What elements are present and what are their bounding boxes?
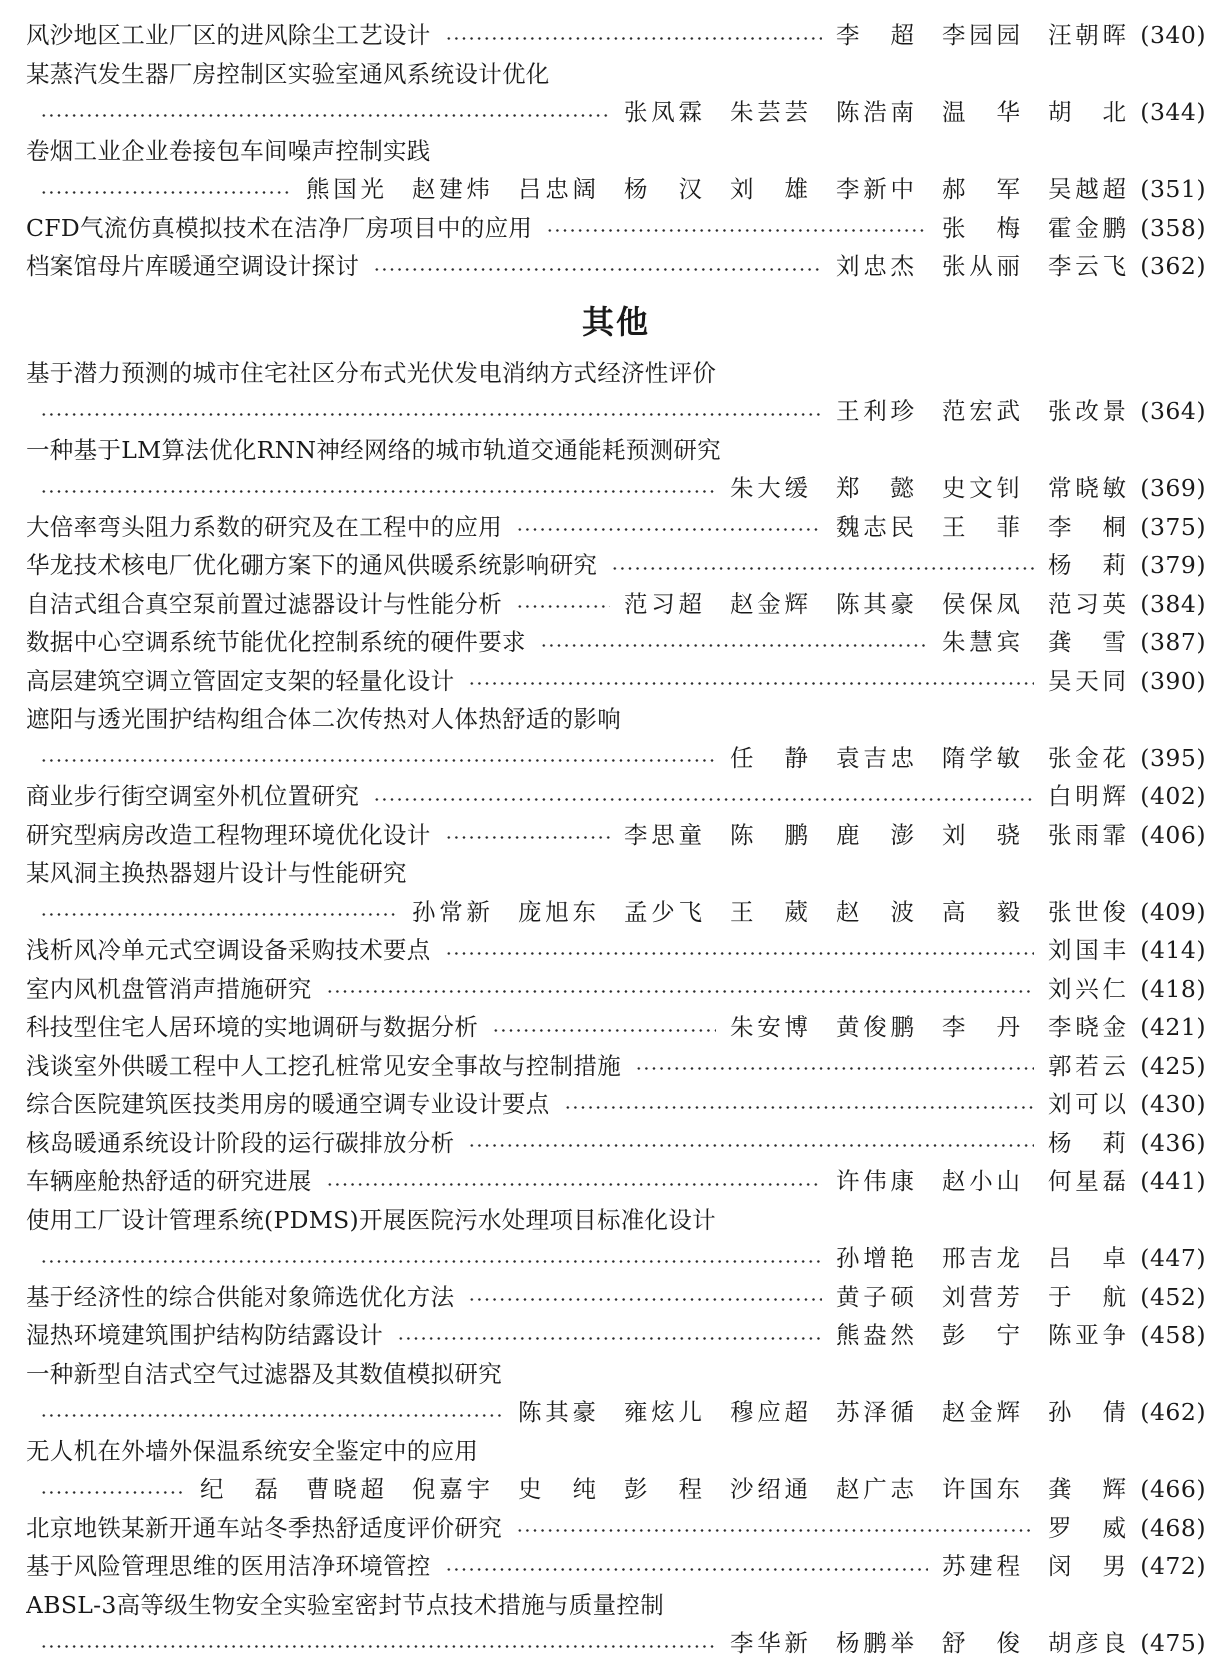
toc-entry[interactable] [26, 1316, 1206, 1355]
author-name: 朱安博 [730, 1013, 808, 1041]
entry-authors [1048, 1124, 1126, 1163]
entry-title[interactable]: 基于潜力预测的城市住宅社区分布式光伏发电消纳方式经济性评价 [26, 358, 717, 387]
entry-title[interactable]: ABSL-3高等级生物安全实验室密封节点技术措施与质量控制 [26, 1590, 665, 1619]
author-name: 黄子硕 [836, 1282, 914, 1311]
author-name: 胡彦良 [1048, 1629, 1126, 1657]
author-name: 熊国光 [306, 175, 384, 203]
dot-leader [40, 759, 716, 762]
author-name: 朱芸芸 [730, 98, 808, 126]
entry-title[interactable]: 自洁式组合真空泵前置过滤器设计与性能分析 [26, 589, 502, 618]
author-name: 吴天同 [1048, 666, 1126, 695]
entry-title[interactable]: 使用工厂设计管理系统(PDMS)开展医院污水处理项目标准化设计 [26, 1205, 716, 1234]
entry-authors [1048, 662, 1126, 701]
author-name: 陈其豪 [518, 1398, 596, 1426]
author-name: 穆应超 [730, 1398, 808, 1426]
entry-title[interactable]: 某风洞主换热器翅片设计与性能研究 [26, 859, 407, 887]
dot-leader [516, 528, 822, 531]
toc-entry-authors-line [26, 739, 1206, 778]
author-name: 张世俊 [1048, 897, 1126, 926]
dot-leader [445, 37, 822, 40]
entry-title[interactable]: 湿热环境建筑围护结构防结露设计 [26, 1321, 383, 1349]
toc-entry-authors-line [26, 1393, 1206, 1432]
author-name: 彭 程 [624, 1475, 702, 1503]
entry-page-number[interactable]: (375) [1140, 512, 1206, 541]
toc-entry[interactable] [26, 1085, 1206, 1124]
toc-entry-title-line[interactable] [26, 55, 1206, 94]
entry-page-number[interactable]: (475) [1140, 1629, 1206, 1657]
author-name: 李华新 [730, 1629, 808, 1657]
author-name: 孙常新 [412, 897, 490, 926]
author-name: 李 桐 [1048, 512, 1126, 541]
dot-leader [40, 1414, 504, 1417]
author-name: 黄俊鹏 [836, 1013, 914, 1041]
entry-page-number[interactable]: (430) [1140, 1090, 1206, 1118]
toc-entry-authors-line [26, 1239, 1206, 1278]
author-name: 朱大缓 [730, 474, 808, 502]
entry-title[interactable]: 车辆座舱热舒适的研究进展 [26, 1167, 312, 1195]
author-name: 罗 威 [1048, 1513, 1126, 1542]
author-name: 史 纯 [518, 1475, 596, 1503]
entry-authors [836, 1278, 1126, 1317]
author-name: 张凤霖 [624, 98, 702, 126]
toc-entry[interactable] [26, 623, 1206, 662]
author-name: 陈亚争 [1048, 1321, 1126, 1349]
toc-entry-authors-line [26, 1470, 1206, 1509]
entry-authors [1048, 777, 1126, 816]
toc-entry[interactable] [26, 931, 1206, 970]
author-name: 李晓金 [1048, 1013, 1126, 1041]
dot-leader [373, 798, 1034, 801]
entry-page-number[interactable]: (441) [1140, 1167, 1206, 1195]
author-name: 常晓敏 [1048, 474, 1126, 502]
entry-authors [730, 469, 1126, 508]
entry-page-number[interactable]: (468) [1140, 1513, 1206, 1542]
author-name: 张 梅 [942, 213, 1020, 242]
author-name: 朱慧宾 [942, 628, 1020, 656]
entry-title[interactable]: 档案馆母片库暖通空调设计探讨 [26, 252, 360, 280]
entry-page-number[interactable]: (369) [1140, 474, 1206, 502]
toc-entry-authors-line [26, 170, 1206, 209]
dot-leader [40, 1645, 716, 1648]
toc-entry-title-line[interactable] [26, 1355, 1206, 1394]
author-name: 孙增艳 [836, 1244, 914, 1272]
author-name: 孟少飞 [624, 897, 702, 926]
dot-leader [40, 413, 822, 416]
entry-title[interactable]: 无人机在外墙外保温系统安全鉴定中的应用 [26, 1436, 479, 1465]
toc-entry-title-line[interactable] [26, 1201, 1206, 1240]
author-name: 张从丽 [942, 252, 1020, 280]
entry-title[interactable]: 高层建筑空调立管固定支架的轻量化设计 [26, 666, 455, 695]
toc-entry[interactable] [26, 1509, 1206, 1548]
author-name: 郝 军 [942, 175, 1020, 203]
author-name: 高 毅 [942, 897, 1020, 926]
entry-authors [1048, 546, 1126, 585]
entry-authors [1048, 1085, 1126, 1124]
entry-page-number[interactable]: (458) [1140, 1321, 1206, 1349]
author-name: 陈其豪 [836, 589, 914, 618]
toc-entry[interactable] [26, 1047, 1206, 1086]
toc-entry[interactable] [26, 662, 1206, 701]
entry-authors [1048, 1509, 1126, 1548]
author-name: 温 华 [942, 98, 1020, 126]
dot-leader [445, 836, 610, 839]
dot-leader [40, 913, 398, 916]
dot-leader [635, 1067, 1034, 1070]
entry-authors [624, 816, 1126, 855]
author-name: 郑 懿 [836, 474, 914, 502]
author-name: 张雨霏 [1048, 820, 1126, 849]
author-name: 鹿 澎 [836, 820, 914, 849]
entry-title[interactable]: CFD气流仿真模拟技术在洁净厂房项目中的应用 [26, 213, 533, 242]
author-name: 彭 宁 [942, 1321, 1020, 1349]
entry-page-number[interactable]: (344) [1140, 98, 1206, 126]
entry-authors [624, 93, 1126, 132]
author-name: 李云飞 [1048, 252, 1126, 280]
entry-title[interactable]: 综合医院建筑医技类用房的暖通空调专业设计要点 [26, 1090, 550, 1118]
author-name: 刘兴仁 [1048, 974, 1126, 1003]
entry-authors [836, 1162, 1126, 1201]
toc-entry[interactable] [26, 16, 1206, 55]
author-name: 白明辉 [1048, 782, 1126, 810]
toc-entry-title-line[interactable] [26, 700, 1206, 739]
author-name: 范宏武 [942, 397, 1020, 425]
entry-authors [1048, 970, 1126, 1009]
author-name: 刘国丰 [1048, 936, 1126, 964]
author-name: 曹晓超 [306, 1475, 384, 1503]
dot-leader [40, 1260, 822, 1263]
author-name: 杨 莉 [1048, 551, 1126, 579]
dot-leader [40, 191, 292, 194]
toc-entry-authors-line [26, 392, 1206, 431]
author-name: 沙绍通 [730, 1475, 808, 1503]
dot-leader [40, 114, 610, 117]
author-name: 隋学敏 [942, 743, 1020, 772]
entry-authors [730, 739, 1126, 778]
author-name: 纪 磊 [200, 1475, 278, 1503]
entry-page-number[interactable]: (472) [1140, 1552, 1206, 1580]
author-name: 李园园 [942, 21, 1020, 49]
author-name: 许国东 [942, 1475, 1020, 1503]
author-name: 王 葳 [730, 897, 808, 926]
author-name: 刘 雄 [730, 175, 808, 203]
author-name: 霍金鹏 [1048, 213, 1126, 242]
toc-entry-authors-line [26, 893, 1206, 932]
author-name: 吴越超 [1048, 175, 1126, 203]
author-name: 刘 骁 [942, 820, 1020, 849]
entry-page-number[interactable]: (409) [1140, 897, 1206, 926]
author-name: 刘营芳 [942, 1282, 1020, 1311]
toc-entry[interactable] [26, 1278, 1206, 1317]
entry-authors [942, 209, 1126, 248]
entry-title[interactable]: 风沙地区工业厂区的进风除尘工艺设计 [26, 21, 431, 49]
dot-leader [445, 1568, 928, 1571]
section-heading: 其他 [581, 302, 650, 341]
author-name: 杨鹏举 [836, 1629, 914, 1657]
dot-leader [397, 1337, 822, 1340]
toc-entry-title-line[interactable] [26, 854, 1206, 893]
entry-page-number[interactable]: (387) [1140, 628, 1206, 656]
author-name: 于 航 [1048, 1282, 1126, 1311]
dot-leader [540, 644, 928, 647]
author-name: 苏建程 [942, 1552, 1020, 1580]
toc-entry-authors-line [26, 93, 1206, 132]
author-name: 李思童 [624, 820, 702, 849]
toc-entry[interactable] [26, 209, 1206, 248]
entry-authors [836, 16, 1126, 55]
dot-leader [492, 1029, 716, 1032]
dot-leader [40, 1491, 186, 1494]
toc-entry[interactable] [26, 777, 1206, 816]
author-name: 王利珍 [836, 397, 914, 425]
toc-entry-title-line[interactable] [26, 1586, 1206, 1625]
author-name: 孙 倩 [1048, 1398, 1126, 1426]
author-name: 雍炫儿 [624, 1398, 702, 1426]
entry-title[interactable]: 一种基于LM算法优化RNN神经网络的城市轨道交通能耗预测研究 [26, 435, 721, 464]
author-name: 邢吉龙 [942, 1244, 1020, 1272]
entry-page-number[interactable]: (452) [1140, 1282, 1206, 1311]
author-name: 范习英 [1048, 589, 1126, 618]
entry-page-number[interactable]: (447) [1140, 1244, 1206, 1272]
author-name: 赵金辉 [730, 589, 808, 618]
entry-page-number[interactable]: (421) [1140, 1013, 1206, 1041]
toc-entry[interactable] [26, 508, 1206, 547]
dot-leader [326, 1183, 822, 1186]
author-name: 刘忠杰 [836, 252, 914, 280]
dot-leader [468, 1298, 822, 1301]
toc-entry[interactable] [26, 546, 1206, 585]
entry-title[interactable]: 科技型住宅人居环境的实地调研与数据分析 [26, 1013, 479, 1041]
entry-authors [836, 392, 1126, 431]
entry-authors [836, 508, 1126, 547]
entry-authors [624, 585, 1126, 624]
entry-title[interactable]: 商业步行街空调室外机位置研究 [26, 782, 360, 810]
entry-title[interactable]: 研究型病房改造工程物理环境优化设计 [26, 820, 431, 849]
entry-authors [1048, 931, 1126, 970]
dot-leader [516, 1529, 1034, 1532]
entry-title[interactable]: 核岛暖通系统设计阶段的运行碳排放分析 [26, 1128, 455, 1157]
author-name: 闵 男 [1048, 1552, 1126, 1580]
author-name: 许伟康 [836, 1167, 914, 1195]
author-name: 郭若云 [1048, 1051, 1126, 1080]
entry-page-number[interactable]: (358) [1140, 213, 1206, 242]
author-name: 熊盎然 [836, 1321, 914, 1349]
entry-page-number[interactable]: (395) [1140, 743, 1206, 772]
dot-leader [516, 605, 610, 608]
toc-entry-title-line[interactable] [26, 354, 1206, 393]
entry-authors [1048, 1047, 1126, 1086]
entry-page-number[interactable]: (425) [1140, 1051, 1206, 1080]
entry-title[interactable]: 基于风险管理思维的医用洁净环境管控 [26, 1552, 431, 1580]
entry-authors [730, 1008, 1126, 1047]
author-name: 龚 雪 [1048, 628, 1126, 656]
author-name: 李新中 [836, 175, 914, 203]
author-name: 吕忠阔 [518, 175, 596, 203]
dot-leader [373, 268, 822, 271]
entry-title[interactable]: 基于经济性的综合供能对象筛选优化方法 [26, 1282, 455, 1311]
entry-authors [412, 893, 1126, 932]
dot-leader [611, 567, 1034, 570]
toc-entry[interactable] [26, 816, 1206, 855]
author-name: 胡 北 [1048, 98, 1126, 126]
author-name: 侯保凤 [942, 589, 1020, 618]
author-name: 赵 波 [836, 897, 914, 926]
author-name: 赵金辉 [942, 1398, 1020, 1426]
entry-page-number[interactable]: (364) [1140, 397, 1206, 425]
entry-authors [518, 1393, 1126, 1432]
author-name: 赵小山 [942, 1167, 1020, 1195]
entry-page-number[interactable]: (462) [1140, 1398, 1206, 1426]
toc-entry-authors-line [26, 469, 1206, 508]
entry-title[interactable]: 卷烟工业企业卷接包车间噪声控制实践 [26, 136, 431, 165]
author-name: 舒 俊 [942, 1629, 1020, 1657]
author-name: 吕 卓 [1048, 1244, 1126, 1272]
toc-entry[interactable] [26, 1162, 1206, 1201]
dot-leader [40, 490, 716, 493]
table-of-contents [26, 16, 1206, 1663]
entry-authors [836, 1239, 1126, 1278]
entry-authors [306, 170, 1126, 209]
entry-title[interactable]: 室内风机盘管消声措施研究 [26, 974, 312, 1003]
author-name: 张金花 [1048, 743, 1126, 772]
toc-entry[interactable] [26, 247, 1206, 286]
toc-entry-title-line[interactable] [26, 1432, 1206, 1471]
toc-entry[interactable] [26, 1008, 1206, 1047]
entry-page-number[interactable]: (384) [1140, 589, 1206, 618]
entry-page-number[interactable]: (379) [1140, 551, 1206, 579]
dot-leader [326, 990, 1034, 993]
author-name: 魏志民 [836, 512, 914, 541]
entry-authors [942, 1547, 1126, 1586]
dot-leader [564, 1106, 1034, 1109]
entry-page-number[interactable]: (340) [1140, 21, 1206, 49]
entry-page-number[interactable]: (414) [1140, 936, 1206, 964]
toc-entry[interactable] [26, 1547, 1206, 1586]
entry-page-number[interactable]: (362) [1140, 252, 1206, 280]
dot-leader [468, 682, 1034, 685]
dot-leader [546, 229, 928, 232]
entry-title[interactable]: 数据中心空调系统节能优化控制系统的硬件要求 [26, 628, 526, 656]
dot-leader [468, 1144, 1034, 1147]
author-name: 赵建炜 [412, 175, 490, 203]
author-name: 陈 鹏 [730, 820, 808, 849]
entry-page-number[interactable]: (418) [1140, 974, 1206, 1003]
entry-title[interactable]: 北京地铁某新开通车站冬季热舒适度评价研究 [26, 1513, 502, 1542]
author-name: 倪嘉宇 [412, 1475, 490, 1503]
entry-page-number[interactable]: (406) [1140, 820, 1206, 849]
author-name: 庞旭东 [518, 897, 596, 926]
toc-entry[interactable] [26, 970, 1206, 1009]
author-name: 龚 辉 [1048, 1475, 1126, 1503]
author-name: 赵广志 [836, 1475, 914, 1503]
entry-authors [730, 1624, 1126, 1663]
author-name: 刘可以 [1048, 1090, 1126, 1118]
entry-page-number[interactable]: (390) [1140, 666, 1206, 695]
author-name: 王 菲 [942, 512, 1020, 541]
entry-page-number[interactable]: (402) [1140, 782, 1206, 810]
toc-entry[interactable] [26, 585, 1206, 624]
entry-title[interactable]: 浅析风冷单元式空调设备采购技术要点 [26, 936, 431, 964]
entry-authors [836, 247, 1126, 286]
author-name: 范习超 [624, 589, 702, 618]
entry-authors [942, 623, 1126, 662]
entry-page-number[interactable]: (466) [1140, 1475, 1206, 1503]
author-name: 杨 莉 [1048, 1128, 1126, 1157]
author-name: 苏泽循 [836, 1398, 914, 1426]
entry-title[interactable]: 某蒸汽发生器厂房控制区实验室通风系统设计优化 [26, 59, 550, 88]
toc-entry-authors-line [26, 1624, 1206, 1663]
author-name: 杨 汉 [624, 175, 702, 203]
entry-page-number[interactable]: (351) [1140, 175, 1206, 203]
author-name: 袁吉忠 [836, 743, 914, 772]
entry-page-number[interactable]: (436) [1140, 1128, 1206, 1157]
toc-entry[interactable] [26, 1124, 1206, 1163]
entry-title[interactable]: 浅谈室外供暖工程中人工挖孔桩常见安全事故与控制措施 [26, 1051, 621, 1080]
entry-authors [836, 1316, 1126, 1355]
author-name: 汪朝晖 [1048, 21, 1126, 49]
entry-title[interactable]: 华龙技术核电厂优化硼方案下的通风供暖系统影响研究 [26, 551, 598, 579]
entry-title[interactable]: 大倍率弯头阻力系数的研究及在工程中的应用 [26, 512, 502, 541]
author-name: 李 丹 [942, 1013, 1020, 1041]
author-name: 任 静 [730, 743, 808, 772]
author-name: 陈浩南 [836, 98, 914, 126]
dot-leader [445, 952, 1034, 955]
entry-title[interactable]: 一种新型自洁式空气过滤器及其数值模拟研究 [26, 1359, 502, 1388]
toc-entry-title-line[interactable] [26, 431, 1206, 470]
toc-entry-title-line[interactable] [26, 132, 1206, 171]
author-name: 李 超 [836, 21, 914, 49]
author-name: 何星磊 [1048, 1167, 1126, 1195]
entry-authors [200, 1470, 1126, 1509]
author-name: 张改景 [1048, 397, 1126, 425]
author-name: 史文钊 [942, 474, 1020, 502]
entry-title[interactable]: 遮阳与透光围护结构组合体二次传热对人体热舒适的影响 [26, 705, 621, 733]
